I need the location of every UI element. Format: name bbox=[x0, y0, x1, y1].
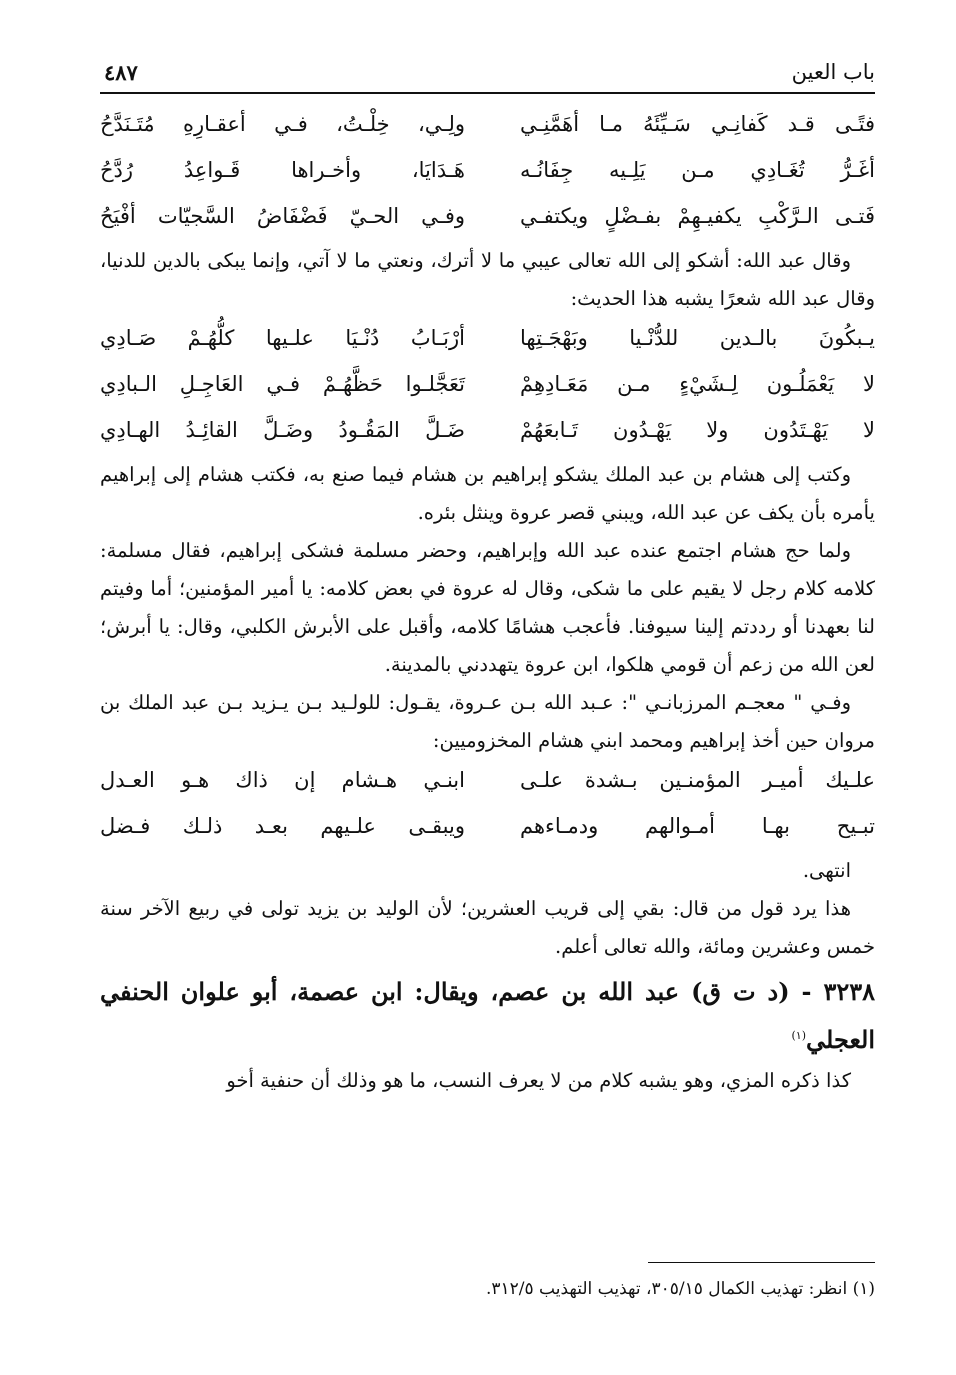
verse-line bbox=[100, 318, 875, 364]
poem-block-3 bbox=[100, 760, 875, 852]
verse-first-hemistich: تبـيح بهـا أمـوالهم ودمـاءهم bbox=[520, 814, 875, 838]
verse-second-hemistich: ابنـي هـشام إن ذاك هـو العـدل bbox=[100, 768, 465, 792]
chapter-title: باب العين bbox=[791, 60, 875, 84]
verse-line bbox=[100, 364, 875, 410]
paragraph-text: ولما حج هشام اجتمع عنده عبد الله وإبراهيم، وحضر مسلمة فشكى إبراهيم، فقال مسلمة: كلامه كلام رجل لا يقيم على ما شكى، وقال له عروة في بعض كلامه: يا أمير المؤمنين؛ أما وفيتم لنا بعهدنا أو رددتم إلينا سيوفنا. فأعجب هشامًا كلامه، وأقبل على الأبرش الكلبي، وقال: يا أبرش؛ لعن الله من زعم أن قومي هلكوا، ابن عروة يتهددني بالمدينة. bbox=[100, 539, 875, 676]
verse-line bbox=[100, 806, 875, 852]
paragraph bbox=[100, 684, 875, 760]
paragraph bbox=[100, 242, 875, 318]
page-body bbox=[100, 104, 875, 1100]
verse-first-hemistich: فَتـى الـرَّكْبِ يكفيـهِمْ بفـضْلٍ ويكتفـي bbox=[520, 204, 875, 228]
footnote: (١) انظر: تهذيب الكمال ٣٠٥/١٥، تهذيب التهذيب ٣١٢/٥. bbox=[485, 1279, 875, 1299]
poem-block-2 bbox=[100, 318, 875, 456]
verse-second-hemistich: هَـدَايَا، وأخـراها قَـواعِدُ رُدَّحُ bbox=[100, 158, 465, 182]
verse-first-hemistich: يـبكُونَ بالـدين للدُّنْـيا وبَهْجَـتِها bbox=[520, 326, 875, 350]
paragraph-text: وقال عبد الله: أشكو إلى الله تعالى عيبي ما لا أترك، ونعتي ما لا آتي، وإنما يبكى بالدين للدنيا، وقال عبد الله شعرًا يشبه هذا الحديث: bbox=[100, 249, 875, 310]
running-header bbox=[100, 56, 875, 94]
verse-first-hemistich: علـيك أميـر المؤمنـين بـشدة علـى bbox=[520, 768, 875, 792]
verse-first-hemistich: أغَـرُّ تُغَـادِي مـن يَلِـيه جِفَانُـه bbox=[520, 158, 875, 182]
end-word: انتهى. bbox=[802, 859, 851, 882]
verse-second-hemistich: ولِـي، خِلْـتُ، فـي أعقـارِهِ مُتَـنَدَّحُ bbox=[100, 112, 465, 136]
footnote-marker: (١) bbox=[791, 1029, 806, 1042]
paragraph bbox=[100, 532, 875, 684]
verse-first-hemistich: فتًـى قـد كَفانِـي سَـيِّئَهُ مـا أهَمَّنِـي bbox=[520, 112, 875, 136]
paragraph bbox=[100, 1062, 875, 1100]
verse-second-hemistich: ضَـلَّ المَقُـودُ وضَـلَّ القائِـدُ الهـادِي bbox=[100, 418, 465, 442]
paragraph bbox=[100, 852, 875, 890]
verse-line bbox=[100, 196, 875, 242]
page-number: ٤٨٧ bbox=[104, 60, 138, 85]
verse-line bbox=[100, 410, 875, 456]
verse-first-hemistich: لا يَعْمَلُـون لِـشَيْءٍ مـن مَعَـادِهِمْ bbox=[520, 372, 875, 396]
verse-second-hemistich: ويبقـى علـيهم بعـد ذلـك فـضل bbox=[100, 814, 465, 838]
entry-heading bbox=[100, 970, 875, 1062]
verse-line bbox=[100, 760, 875, 806]
verse-second-hemistich: وفـي الحـيّ فَضْفَاضُ السَّجيّات أفْيَحُ bbox=[100, 204, 465, 228]
verse-first-hemistich: لا يَهْـتَدُون ولا يَهْـدُون تَـابعَهُمْ bbox=[520, 418, 875, 442]
paragraph-text: هذا يرد قول من قال: بقي إلى قريب العشرين؛ لأن الوليد بن يزيد تولى في ربيع الآخر سنة خمس وعشرين ومائة، والله تعالى أعلم. bbox=[100, 897, 875, 958]
verse-second-hemistich: أرْبَـابُ دُنْـيَا علـيها كلُّهُـمْ صَـادِي bbox=[100, 326, 465, 350]
footnote-separator bbox=[648, 1262, 875, 1263]
paragraph-text: وفـي " معجـم المرزبانـي ": عـبد الله بـن عـروة، يقـول: للولـيد بـن يـزيد بـن عبد الملك بن مروان حين أخذ إبراهيم ومحمد ابني هشام المخزوميين: bbox=[100, 691, 875, 752]
entry-heading-text: ٣٢٣٨ - (د ت ق) عبد الله بن عصم، ويقال: ابن عصمة، أبو علوان الحنفي العجلي bbox=[100, 977, 875, 1054]
verse-line bbox=[100, 150, 875, 196]
paragraph-text: وكتب إلى هشام بن عبد الملك يشكو إبراهيم بن هشام فيما صنع به، فكتب هشام إلى إبراهيم يأمره بأن يكف عن عبد الله، ويبني قصر عروة وينثل بئره. bbox=[100, 463, 875, 524]
poem-block-1 bbox=[100, 104, 875, 242]
paragraph bbox=[100, 890, 875, 966]
verse-second-hemistich: تَعَجَّلـوا حَظَّهُـمْ فـي العَاجِـلِ الـبادِي bbox=[100, 372, 465, 396]
verse-line bbox=[100, 104, 875, 150]
paragraph-text: كذا ذكره المزي، وهو يشبه كلام من لا يعرف النسب، ما هو وذلك أن حنفية أخو bbox=[226, 1069, 851, 1092]
paragraph bbox=[100, 456, 875, 532]
